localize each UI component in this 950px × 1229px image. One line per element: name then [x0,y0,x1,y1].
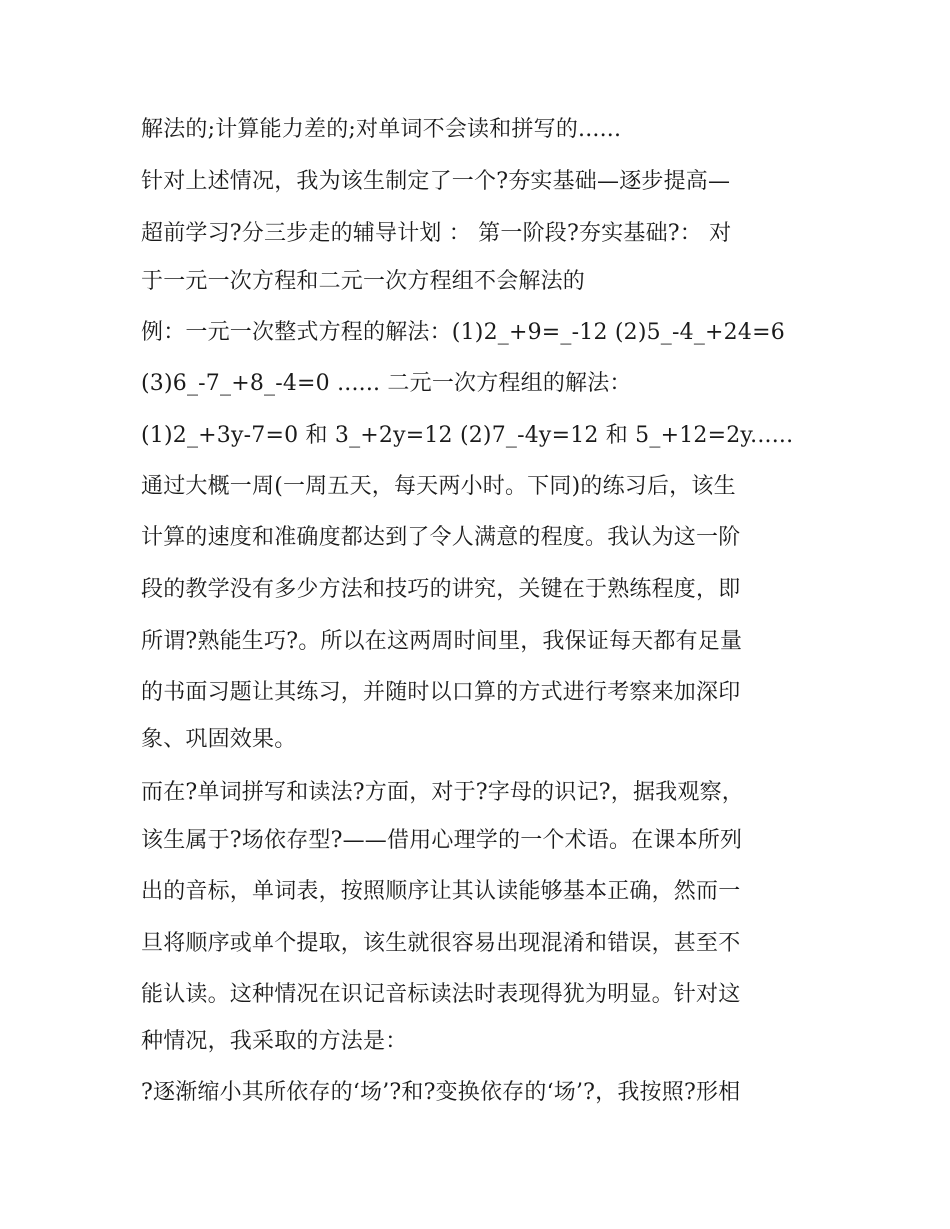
text-line-19: 种情况，我采取的方法是： [141,1029,408,1054]
text-line-6: (3)6_-7_+8_-4=0 ...... 二元一次方程组的解法： [141,371,632,396]
text-line-13: 象、巩固效果。 [141,727,297,752]
text-line-8: 通过大概一周(一周五天，每天两小时。下同)的练习后，该生 [141,474,736,499]
text-line-9: 计算的速度和准确度都达到了令人满意的程度。我认为这一阶 [141,525,741,550]
text-line-5: 例：一元一次整式方程的解法：(1)2_+9=_-12 (2)5_-4_+24=6 [141,320,785,345]
text-line-12: 的书面习题让其练习，并随时以口算的方式进行考察来加深印 [141,680,741,705]
text-line-14: 而在?单词拼写和读法?方面，对于?字母的识记?，据我观察， [141,780,744,805]
text-line-18: 能认读。这种情况在识记音标读法时表现得犹为明显。针对这 [141,982,741,1007]
text-line-16: 出的音标，单词表，按照顺序让其认读能够基本正确，然而一 [141,879,741,904]
text-line-7: (1)2_+3y-7=0 和 3_+2y=12 (2)7_-4y=12 和 5_+12=2y...... [141,423,794,448]
text-line-11: 所谓?熟能生巧?。所以在这两周时间里，我保证每天都有足量 [141,629,743,654]
text-line-1: 解法的;计算能力差的;对单词不会读和拼写的...... [141,117,622,142]
text-line-10: 段的教学没有多少方法和技巧的讲究，关键在于熟练程度，即 [141,577,741,602]
text-line-17: 旦将顺序或单个提取，该生就很容易出现混淆和错误，甚至不 [141,931,741,956]
text-line-20: ?逐渐缩小其所依存的‘场’?和?变换依存的‘场’?，我按照?形相 [141,1080,741,1105]
text-line-2: 针对上述情况，我为该生制定了一个?夯实基础—逐步提高— [141,169,731,194]
text-line-3: 超前学习?分三步走的辅导计划 ： 第一阶段?夯实基础?： 对 [141,221,732,246]
text-line-15: 该生属于?场依存型?——借用心理学的一个术语。在课本所列 [141,828,743,853]
text-line-4: 于一元一次方程和二元一次方程组不会解法的 [141,269,586,294]
